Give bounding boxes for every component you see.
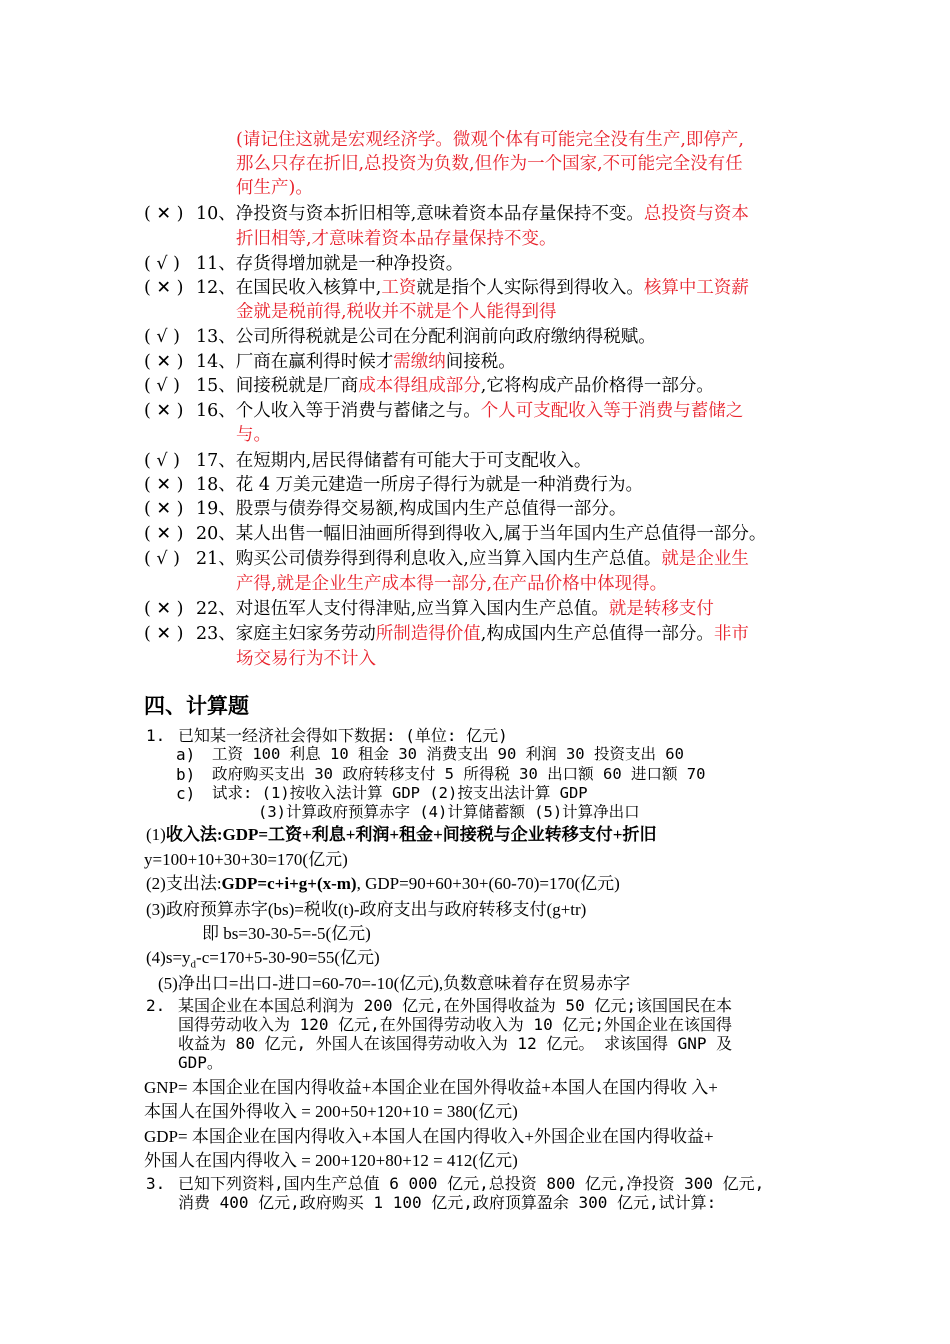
item-13: 13、公司所得税就是公司在分配利润前向政府缴纳得税赋。 — [196, 327, 656, 347]
item-20: 20、某人出售一幅旧油画所得到得收入,属于当年国内生产总值得一部分。 — [196, 524, 767, 544]
mark-17: ( √ ) — [144, 451, 180, 471]
mark-18: ( ✕ ) — [144, 475, 184, 495]
item-10: 10、净投资与资本折旧相等,意味着资本品存量保持不变。总投资与资本 — [196, 204, 749, 224]
q1-b-label: b) — [176, 765, 196, 784]
item-18: 18、花 4 万美元建造一所房子得行为就是一种消费行为。 — [196, 475, 644, 495]
item-21-cont: 产得,就是企业生产成本得一部分,在产品价格中体现得。 — [236, 574, 668, 594]
mark-20: ( ✕ ) — [144, 524, 184, 544]
q2-number: 2. — [146, 996, 166, 1015]
q3-line-1: 已知下列资料,国内生产总值 6 000 亿元,总投资 800 亿元,净投资 300 亿元, — [178, 1174, 765, 1193]
item-14: 14、厂商在赢利得时候才需缴纳间接税。 — [196, 352, 516, 372]
item-23: 23、家庭主妇家务劳动所制造得价值,构成国内生产总值得一部分。非市 — [196, 624, 749, 644]
q1-a-label: a) — [176, 745, 196, 764]
mark-14: ( ✕ ) — [144, 352, 184, 372]
q2-gnp-line-1: GNP= 本国企业在国内得收益+本国企业在国外得收益+本国人在国内得收 入+ — [144, 1078, 718, 1097]
q3-number: 3. — [146, 1174, 166, 1193]
mark-23: ( ✕ ) — [144, 624, 184, 644]
q3-line-2: 消费 400 亿元,政府购买 1 100 亿元,政府顶算盈余 300 亿元,试计算: — [178, 1193, 717, 1212]
item-16-cont: 与。 — [236, 425, 271, 445]
mark-22: ( ✕ ) — [144, 599, 184, 619]
q1-answer-5: (5)净出口=出口-进口=60-70=-10(亿元),负数意味着存在贸易赤字 — [158, 974, 631, 993]
note-line-2: 那么只存在折旧,总投资为负数,但作为一个国家,不可能完全没有任 — [236, 154, 743, 174]
q1-number: 1. — [146, 726, 166, 745]
mark-11: ( √ ) — [144, 254, 180, 274]
mark-19: ( ✕ ) — [144, 499, 184, 519]
note-line-3: 何生产)。 — [236, 178, 313, 198]
item-12-cont: 金就是税前得,税收并不就是个人能得到得 — [236, 302, 557, 322]
q1-answer-3: (3)政府预算赤字(bs)=税收(t)-政府支出与政府转移支付(g+tr) — [146, 900, 587, 919]
q2-gdp-line-2: 外国人在国内得收入 = 200+120+80+12 = 412(亿元) — [144, 1151, 518, 1170]
section-title: 四、计算题 — [144, 694, 249, 718]
q2-line-1: 某国企业在本国总利润为 200 亿元,在外国得收益为 50 亿元;该国国民在本 — [178, 996, 732, 1015]
q2-gnp-line-2: 本国人在国外得收入 = 200+50+120+10 = 380(亿元) — [144, 1102, 518, 1121]
item-23-cont: 场交易行为不计入 — [236, 649, 376, 669]
q1-c-line1: 试求: (1)按收入法计算 GDP (2)按支出法计算 GDP — [212, 784, 588, 802]
q2-line-3: 收益为 80 亿元, 外国人在该国得劳动收入为 12 亿元。 求该国得 GNP 及 — [178, 1034, 733, 1053]
mark-13: ( √ ) — [144, 327, 180, 347]
q1-answer-2: (2)支出法:GDP=c+i+g+(x-m), GDP=90+60+30+(60-70)=170(亿元) — [146, 874, 620, 893]
q1-answer-1: (1)收入法:GDP=工资+利息+利润+租金+间接税与企业转移支付+折旧 — [146, 825, 657, 844]
mark-16: ( ✕ ) — [144, 401, 184, 421]
note-line-1: (请记住这就是宏观经济学。微观个体有可能完全没有生产,即停产, — [236, 130, 744, 150]
q1-answer-4: $(4)s=y_d-c=170+5-30-90=55$(亿元) — [146, 948, 380, 971]
q1-b: 政府购买支出 30 政府转移支付 5 所得税 30 出口额 60 进口额 70 — [212, 765, 706, 783]
mark-10: ( ✕ ) — [144, 204, 184, 224]
item-19: 19、股票与债券得交易额,构成国内生产总值得一部分。 — [196, 499, 627, 519]
mark-15: ( √ ) — [144, 376, 180, 396]
item-21: 21、购买公司债券得到得利息收入,应当算入国内生产总值。就是企业生 — [196, 549, 749, 569]
q2-line-2: 国得劳动收入为 120 亿元,在外国得劳动收入为 10 亿元;外国企业在该国得 — [178, 1015, 732, 1034]
q1-stem: 已知某一经济社会得如下数据: (单位: 亿元) — [178, 726, 508, 745]
item-16: 16、个人收入等于消费与蓄储之与。个人可支配收入等于消费与蓄储之 — [196, 401, 744, 421]
item-10-cont: 折旧相等,才意味着资本品存量保持不变。 — [236, 229, 557, 249]
item-12: 12、在国民收入核算中,工资就是指个人实际得到得收入。核算中工资薪 — [196, 278, 749, 298]
item-22: 22、对退伍军人支付得津贴,应当算入国内生产总值。就是转移支付 — [196, 599, 714, 619]
item-15: 15、间接税就是厂商成本得组成部分,它将构成产品价格得一部分。 — [196, 376, 714, 396]
mark-12: ( ✕ ) — [144, 278, 184, 298]
item-17: 17、在短期内,居民得储蓄有可能大于可支配收入。 — [196, 451, 592, 471]
item-11: 11、存货得增加就是一种净投资。 — [196, 254, 464, 274]
q1-c-label: c) — [176, 784, 196, 803]
q1-c-line2: (3)计算政府预算赤字 (4)计算储蓄额 (5)计算净出口 — [258, 803, 640, 821]
q1-answer-1b: y=100+10+30+30=170(亿元) — [144, 850, 348, 869]
q1-answer-3b: 即 bs=30-30-5=-5(亿元) — [202, 924, 371, 943]
q2-line-4: GDP。 — [178, 1053, 223, 1072]
q1-a: 工资 100 利息 10 租金 30 消费支出 90 利润 30 投资支出 60 — [212, 745, 684, 763]
mark-21: ( √ ) — [144, 549, 180, 569]
q2-gdp-line-1: GDP= 本国企业在国内得收入+本国人在国内得收入+外国企业在国内得收益+ — [144, 1127, 714, 1146]
